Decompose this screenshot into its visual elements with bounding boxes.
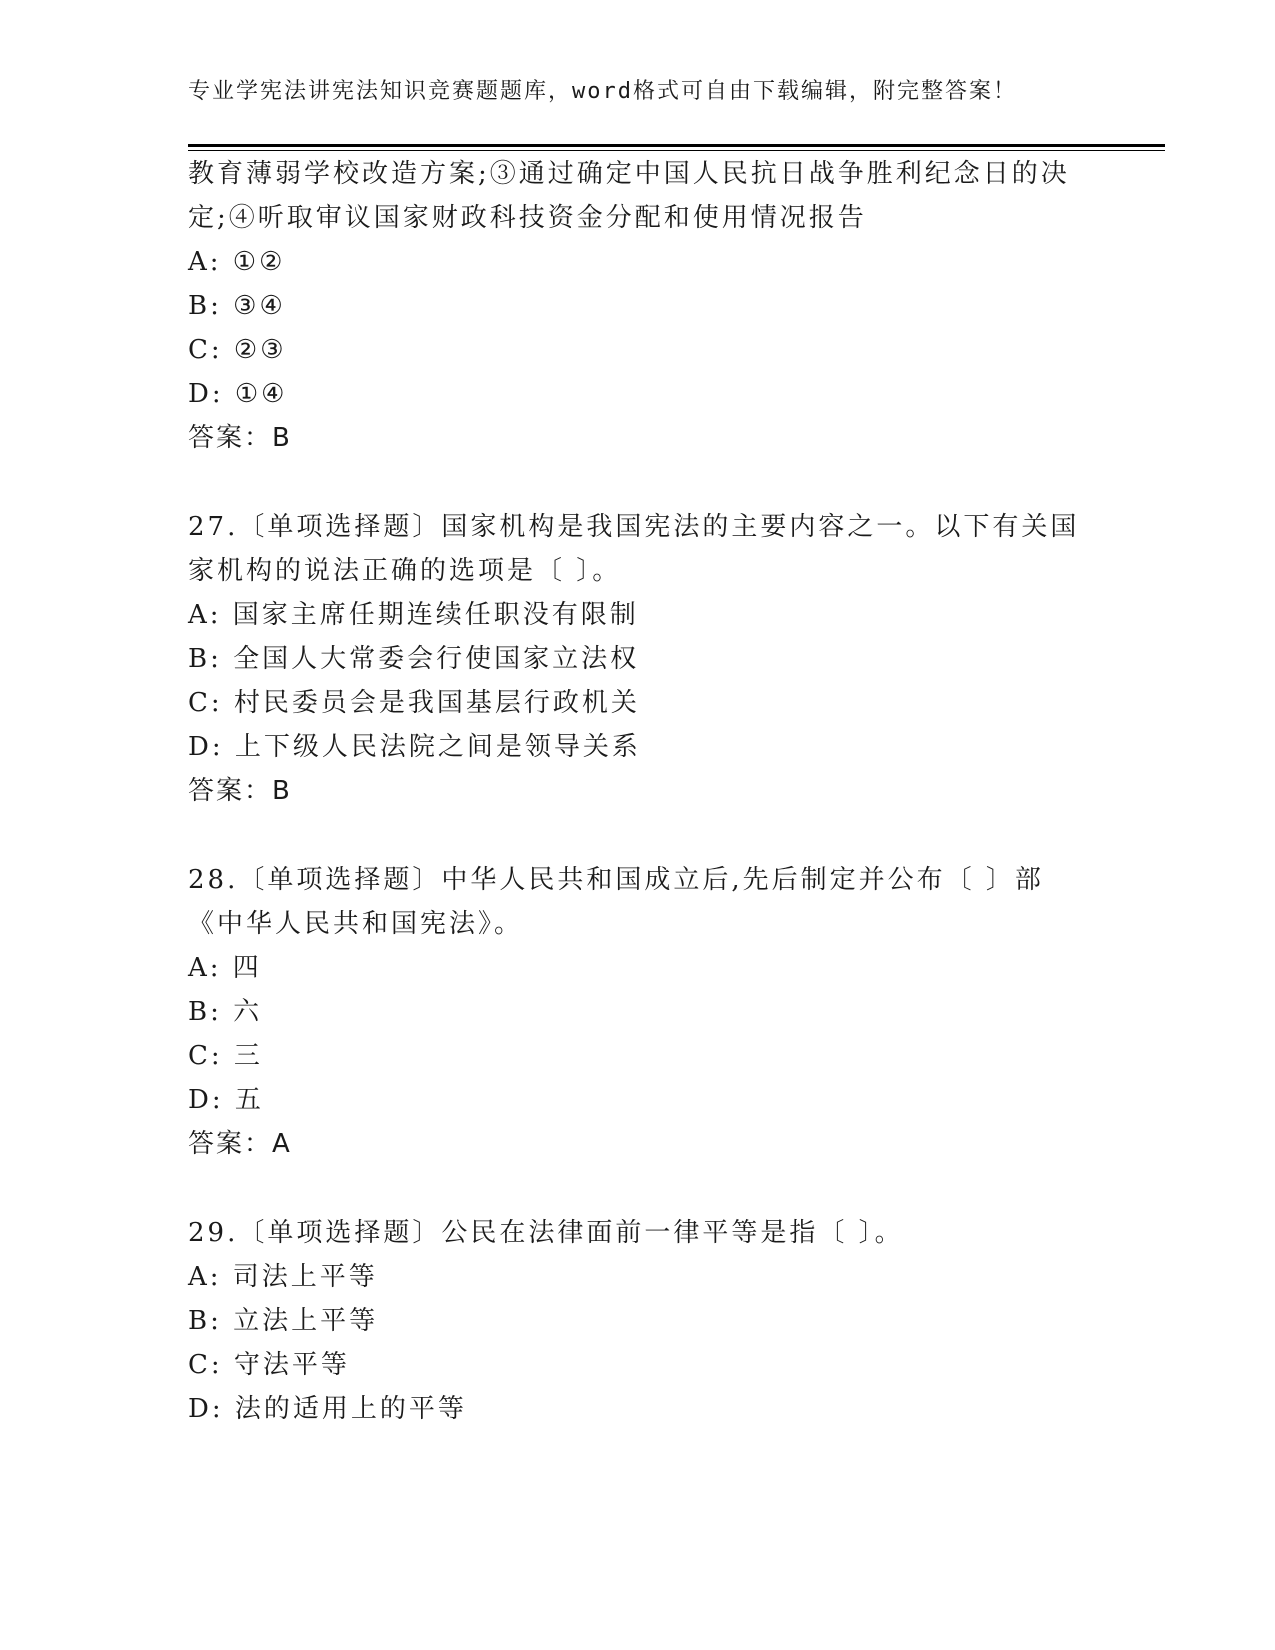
q27-stem-line1: 27.〔单项选择题〕国家机构是我国宪法的主要内容之一。以下有关国 (188, 512, 1080, 542)
q27-option-d: D: 上下级人民法院之间是领导关系 (188, 732, 641, 762)
q28-stem-line1: 28.〔单项选择题〕中华人民共和国成立后,先后制定并公布〔 〕部 (188, 865, 1044, 895)
q26-option-b: B: ③④ (188, 291, 286, 321)
q29-option-d: D: 法的适用上的平等 (188, 1394, 467, 1424)
q27-stem-line2: 家机构的说法正确的选项是〔 〕。 (188, 556, 622, 586)
page-header: 专业学宪法讲宪法知识竞赛题题库，word格式可自由下载编辑，附完整答案！ (188, 79, 1017, 104)
q29-option-a: A: 司法上平等 (188, 1262, 378, 1292)
q29-stem-line1: 29.〔单项选择题〕公民在法律面前一律平等是指〔 〕。 (188, 1218, 904, 1248)
q28-option-c: C: 三 (188, 1041, 263, 1071)
q28-option-a: A: 四 (188, 953, 262, 983)
header-rule-thin (188, 150, 1165, 151)
q26-answer: 答案：B (188, 423, 292, 453)
q27-answer: 答案：B (188, 776, 292, 806)
q28-option-b: B: 六 (188, 997, 263, 1027)
q27-option-c: C: 村民委员会是我国基层行政机关 (188, 688, 640, 718)
header-rule-thick (188, 144, 1165, 147)
q28-option-d: D: 五 (188, 1085, 264, 1115)
q26-option-c: C: ②③ (188, 335, 287, 365)
q28-stem-line2: 《中华人民共和国宪法》。 (188, 909, 524, 939)
q27-option-b: B: 全国人大常委会行使国家立法权 (188, 644, 640, 674)
q26-stem-line1: 教育薄弱学校改造方案;③通过确定中国人民抗日战争胜利纪念日的决 (188, 159, 1070, 189)
q26-stem-line2: 定;④听取审议国家财政科技资金分配和使用情况报告 (188, 203, 867, 233)
q26-option-d: D: ①④ (188, 379, 288, 409)
q27-option-a: A: 国家主席任期连续任职没有限制 (188, 600, 639, 630)
q29-option-c: C: 守法平等 (188, 1350, 350, 1380)
q26-option-a: A: ①② (188, 247, 286, 277)
q28-answer: 答案：A (188, 1129, 292, 1159)
q29-option-b: B: 立法上平等 (188, 1306, 379, 1336)
